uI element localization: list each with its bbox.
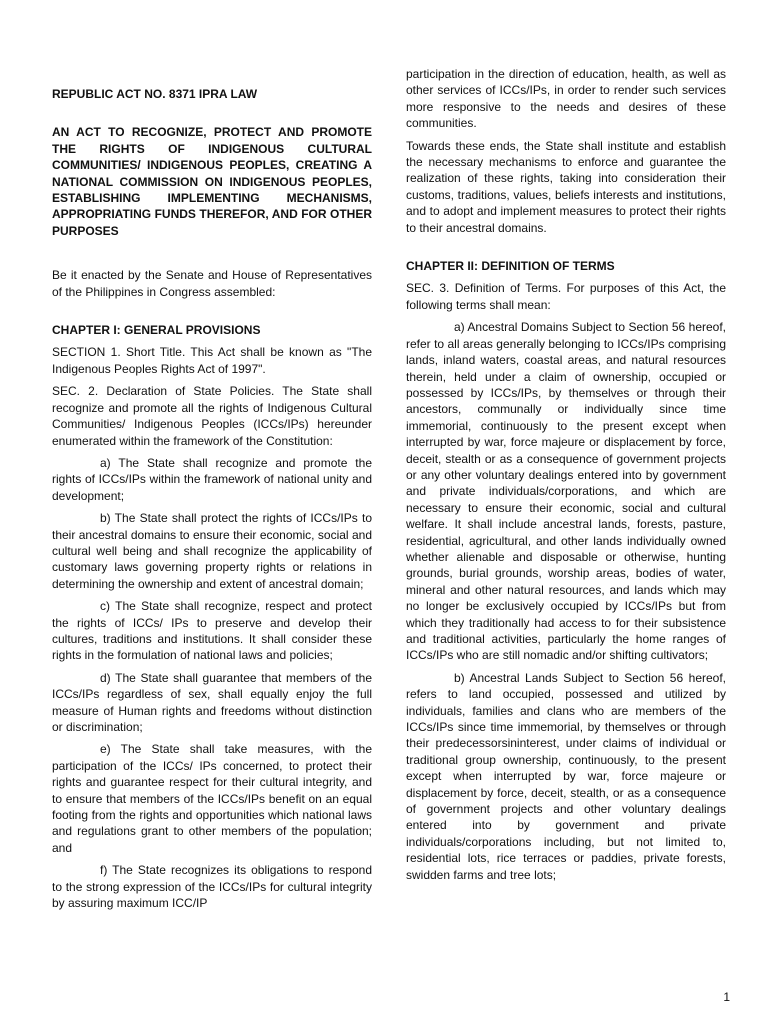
definition-ancestral-lands: b) Ancestral Lands Subject to Section 56 hereof, refers to land occupied, possessed and utilized by individuals, families and clans who are members of the ICCs/IPs since time immemorial, by themselves or through their predecessorsininterest, under claims of individual or traditional group ownership, continuously, to the present except when interrupted by war, force majeure or displacement by force, deceit, stealth, or as a consequence of government projects and other voluntary dealings entered into by government and private individuals/corporations including, but not limited to, residential lots, rice terraces or paddies, private forests, swidden farms and tree lots; [406,670,726,882]
definition-ancestral-domains: a) Ancestral Domains Subject to Section 56 hereof, refer to all areas generally belonging to ICCs/IPs comprising lands, inland waters, coastal areas, and natural resources therein, held under a claim of ownership, occupied or possessed by ICCs/IPs, by themselves or through their ancestors, communally or individually since time immemorial, continuously to the present except when interrupted by war, force majeure or displacement by force, deceit, stealth or as a consequence of government projects or any other voluntary dealings entered into by government and private individuals/corporations, and which are necessary to ensure their economic, social and cultural welfare. It shall include ancestral lands, forests, pasture, residential, agricultural, and other lands individually owned whether alienable and disposable or otherwise, hunting grounds, burial grounds, worship areas, bodies of water, mineral and other natural resources, and lands which may no longer be exclusively occupied by ICCs/IPs but from which they traditionally had access to for their subsistence and traditional activities, particularly the home ranges of ICCs/IPs who are still nomadic and/or shifting cultivators; [406,320,726,663]
policy-item-f-continuation: participation in the direction of education, health, as well as other services of ICCs/IPs, in order to render such services more responsive to the needs and desires of these communities. [406,67,726,131]
policy-item-a: a) The State shall recognize and promote the rights of ICCs/IPs within the framework of national unity and development; [52,455,372,503]
policy-item-d: d) The State shall guarantee that members of the ICCs/IPs regardless of sex, shall equally enjoy the full measure of Human rights and freedoms without distinction or discrimination; [52,670,372,734]
act-number: REPUBLIC ACT NO. 8371 IPRA LAW [52,87,258,101]
towards-paragraph: Towards these ends, the State shall institute and establish the necessary mechanisms to enforce and guarantee the realization of these rights, taking into consideration their customs, traditions, values, beliefs interests and institutions, and to adopt and implement measures to protect their rights to their ancestral domains. [406,138,726,235]
left-column [52,0,372,911]
chapter-heading: CHAPTER I: GENERAL PROVISIONS [52,323,261,338]
section-2: SEC. 2. Declaration of State Policies. The State shall recognize and promote all the rights of Indigenous Cultural Communities/ Indigenous Peoples (ICCs/IPs) hereunder enumerated within the framework of the Constitution: [52,384,372,448]
enacting-clause: Be it enacted by the Senate and House of Representatives of the Philippines in Congress assembled: [52,268,372,299]
section-1: SECTION 1. Short Title. This Act shall be known as "The Indigenous Peoples Rights Act of 1997". [52,345,372,376]
act-title: AN ACT TO RECOGNIZE, PROTECT AND PROMOTE THE RIGHTS OF INDIGENOUS CULTURAL COMMUNITIES/ INDIGENOUS PEOPLES, CREATING A NATIONAL COMMISSION ON INDIGENOUS PEOPLES, ESTABLISHING IMPLEMENTING MECHANISMS, APPROPRIATING FUNDS THEREFOR, AND FOR OTHER PURPOSES [52,125,372,238]
section-3: SEC. 3. Definition of Terms. For purposes of this Act, the following terms shall mean: [406,281,726,312]
page-number: 1 [723,990,730,1004]
policy-item-f: f) The State recognizes its obligations to respond to the strong expression of the ICCs/IPs for cultural integrity by assuring maximum ICC/IP [52,863,372,911]
chapter-heading: CHAPTER II: DEFINITION OF TERMS [406,259,615,274]
policy-item-e: e) The State shall take measures, with the participation of the ICCs/ IPs concerned, to protect their rights and guarantee respect for their cultural integrity, and to ensure that members of the ICCs/IPs benefit on an equal footing from the rights and opportunities which national laws and regulations grant to other members of the population; and [52,742,372,855]
policy-item-b: b) The State shall protect the rights of ICCs/IPs to their ancestral domains to ensure their economic, social and cultural well being and shall recognize the applicability of customary laws governing property rights or relations in determining the ownership and extent of ancestral domain; [52,511,372,591]
policy-item-c: c) The State shall recognize, respect and protect the rights of ICCs/ IPs to preserve and develop their cultures, traditions and institutions. It shall consider these rights in the formulation of national laws and policies; [52,599,372,663]
right-column [406,0,726,883]
